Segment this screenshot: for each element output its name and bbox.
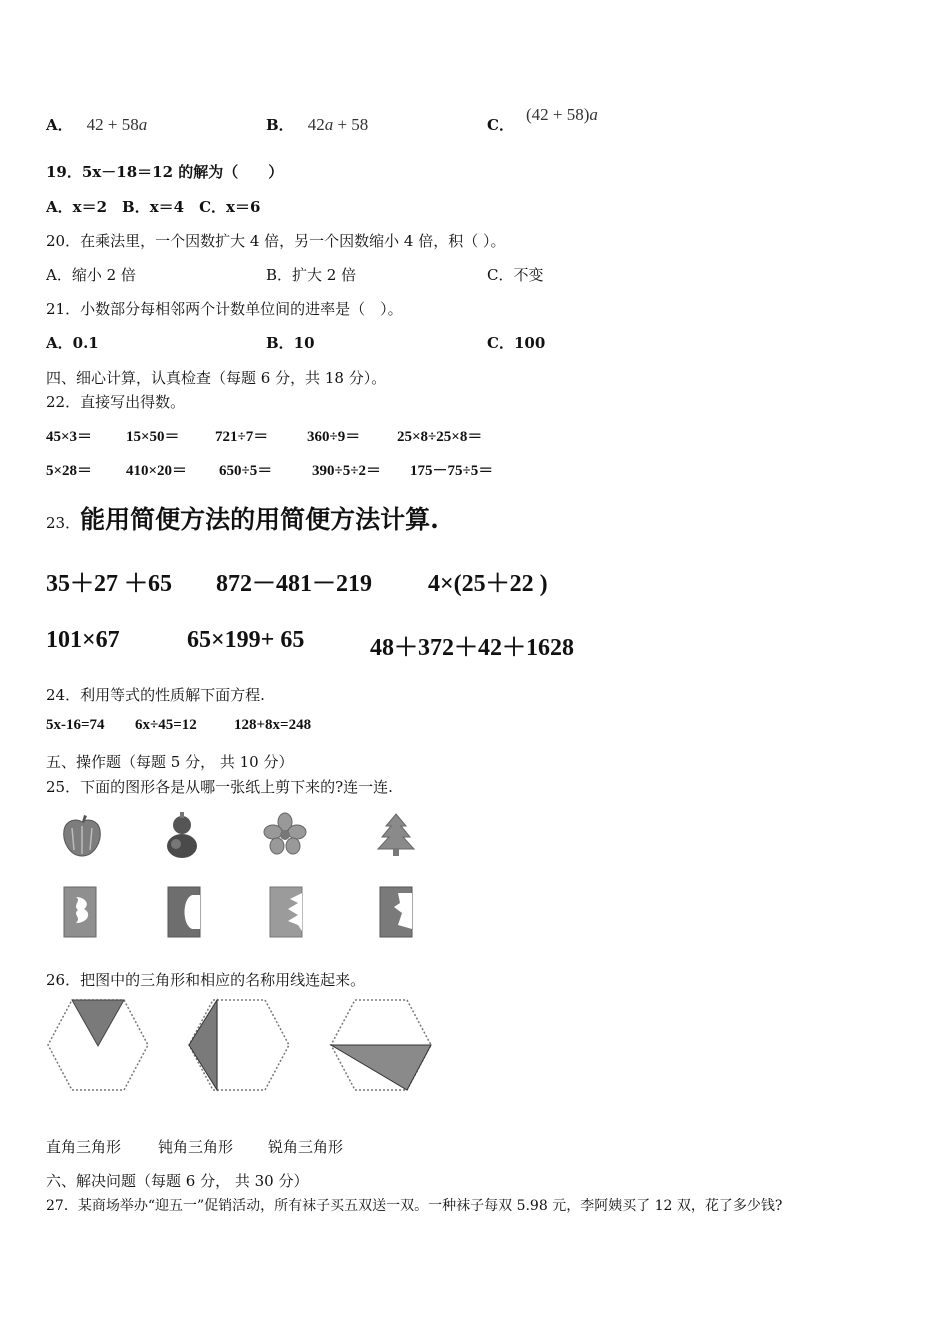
expr-part: (42 + 58): [525, 105, 590, 124]
q24-equation: 6x÷45=12: [135, 717, 197, 733]
q22-question: 22．直接写出得数。: [46, 393, 186, 411]
expr-part: 42: [307, 115, 325, 134]
q22-item: 45×3＝: [46, 429, 93, 445]
expr-variable: a: [589, 105, 598, 124]
section-5-title: 五、操作题（每题 5 分， 共 10 分）: [46, 753, 294, 771]
option-expression: [87, 115, 148, 134]
section-4-title: 四、细心计算，认真检查（每题 6 分，共 18 分）。: [46, 369, 387, 387]
q21-option-b: B．10: [266, 334, 315, 352]
q22-item: 390÷5÷2＝: [312, 463, 381, 479]
q23-item: 4×(25＋22 ): [428, 571, 548, 597]
paper-sheet-2-icon: [166, 885, 202, 939]
q19-question: 19．5x－18＝12 的解为（ ）: [46, 163, 284, 181]
q18-option-a: [46, 114, 147, 135]
q27-question: 27．某商场举办“迎五一”促销活动，所有袜子买五双送一双。一种袜子每双 5.98 元，李阿姨买了 12 双，花了多少钱?: [46, 1198, 783, 1214]
flower-icon: [262, 812, 308, 856]
q20-option-a: A．缩小 2 倍: [46, 266, 136, 284]
q22-item: 360÷9＝: [307, 429, 361, 445]
hexagon-figure-1: [46, 998, 150, 1092]
q23-item: 872－481－219: [216, 571, 372, 597]
option-letter: A．: [46, 116, 73, 134]
q21-option-a: A．0.1: [46, 334, 99, 352]
q21-option-c: C．100: [487, 334, 546, 352]
paper-sheet-1-icon: [62, 885, 98, 939]
section-6-title: 六、解决问题（每题 6 分， 共 30 分）: [46, 1172, 309, 1190]
tree-icon: [374, 812, 418, 858]
q23-text: 能用简便方法的用简便方法计算.: [80, 505, 439, 534]
q18-option-b: [266, 114, 368, 135]
q25-question: 25．下面的图形各是从哪一张纸上剪下来的?连一连.: [46, 778, 393, 796]
paper-sheet-4-icon: [378, 885, 414, 939]
q22-item: 721÷7＝: [215, 429, 269, 445]
q24-equation: 128+8x=248: [234, 717, 312, 733]
option-letter: B．: [266, 116, 294, 134]
q20-question: 20．在乘法里，一个因数扩大 4 倍，另一个因数缩小 4 倍，积（ ）。: [46, 232, 506, 250]
q26-label-obtuse-triangle: 钝角三角形: [158, 1138, 234, 1156]
q26-label-acute-triangle: 锐角三角形: [268, 1138, 344, 1156]
paper-sheet-3-icon: [268, 885, 304, 939]
q22-item: 650÷5＝: [219, 463, 273, 479]
option-expression: [308, 115, 369, 134]
q22-item: 5×28＝: [46, 463, 93, 479]
q23-item: 65×199+ 65: [187, 627, 305, 653]
q26-question: 26．把图中的三角形和相应的名称用线连起来。: [46, 971, 366, 989]
q24-equation: 5x-16=74: [46, 717, 105, 733]
q22-item: 410×20＝: [126, 463, 188, 479]
expr-part: + 58: [333, 115, 369, 134]
q24-question: 24．利用等式的性质解下面方程.: [46, 686, 265, 704]
expr-variable: a: [324, 115, 334, 134]
q19-options: A．x＝2 B．x＝4 C．x＝6: [46, 198, 261, 216]
hexagon-figure-3: [329, 998, 433, 1092]
q23-item: 35＋27 ＋65: [46, 571, 172, 597]
q23-question: [46, 500, 439, 536]
q22-item: 175－75÷5＝: [410, 463, 494, 479]
q23-number: 23．: [46, 514, 81, 532]
hexagon-figure-2: [187, 998, 291, 1092]
q23-item: 101×67: [46, 627, 120, 653]
apple-icon: [58, 812, 106, 860]
q22-item: 15×50＝: [126, 429, 180, 445]
q22-item: 25×8÷25×8＝: [397, 429, 483, 445]
q21-question: 21．小数部分每相邻两个计数单位间的进率是（ ）。: [46, 300, 403, 318]
expr-part: 42 + 58: [86, 115, 139, 134]
q18-option-c: [487, 104, 598, 134]
expr-variable: a: [138, 115, 148, 134]
gourd-icon: [160, 810, 204, 860]
q20-option-c: C．不变: [487, 266, 544, 284]
q23-item: 48＋372＋42＋1628: [370, 635, 574, 661]
option-letter: C．: [487, 116, 514, 134]
option-expression: [526, 105, 598, 124]
q26-label-right-triangle: 直角三角形: [46, 1138, 122, 1156]
q20-option-b: B．扩大 2 倍: [266, 266, 357, 284]
